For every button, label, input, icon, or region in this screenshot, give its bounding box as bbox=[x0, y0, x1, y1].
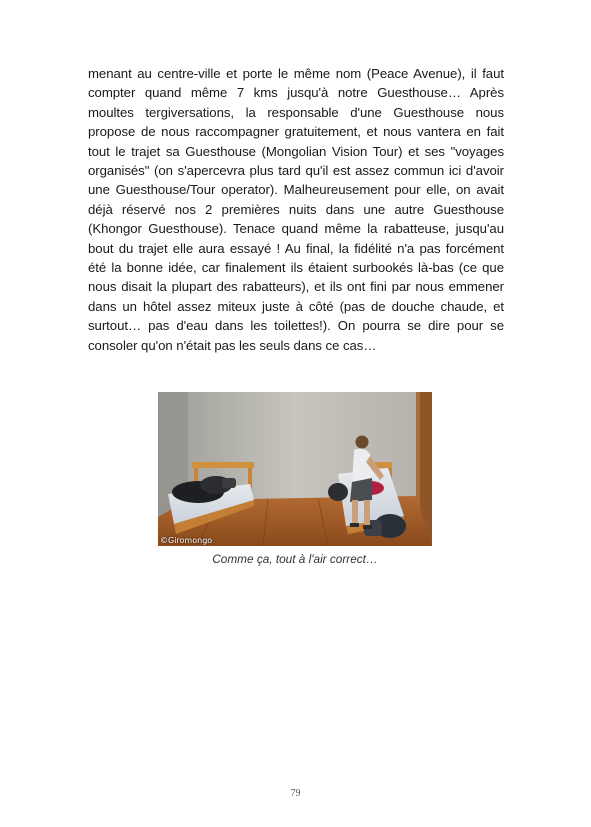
photo-watermark: ©Giromongo bbox=[160, 536, 213, 545]
page-number: 79 bbox=[290, 788, 301, 799]
photo-illustration bbox=[158, 392, 432, 546]
photo-caption: Comme ça, tout à l'air correct… bbox=[212, 552, 378, 566]
hotel-room-photo bbox=[158, 392, 432, 546]
body-paragraph: menant au centre-ville et porte le même nom (Peace Avenue), il faut compter quand même 7 kms jusqu'à notre Guesthouse… Après moultes tergiversations, la responsable d'une Guesthouse nous propose de nous raccompagner gratuitement, et nous vantera en fait tout le trajet sa Guesthouse (Mongolian Vision Tour) et ses "voyages organisés" (on s'apercevra plus tard qu'il est assez commun ici d'avoir une Guesthouse/Tour operator). Malheureusement pour elle, on avait déjà réservé nos 2 premières nuits dans une autre Guesthouse (Khongor Guesthouse). Tenace quand même la rabatteuse, jusqu'au bout du trajet elle aura essayé ! Au final, la fidélité n'a pas forcément été la bonne idée, car finalement ils étaient surbookés là-bas (ce que nous disait la plupart des rabatteurs), et ils ont fini par nous emmener dans un hôtel assez miteux juste à côté (pas de douche chaude, et surtout… pas d'eau dans les toilettes!). On pourra se dire pour se consoler qu'on n'était pas les seuls dans ce cas… bbox=[88, 66, 504, 353]
